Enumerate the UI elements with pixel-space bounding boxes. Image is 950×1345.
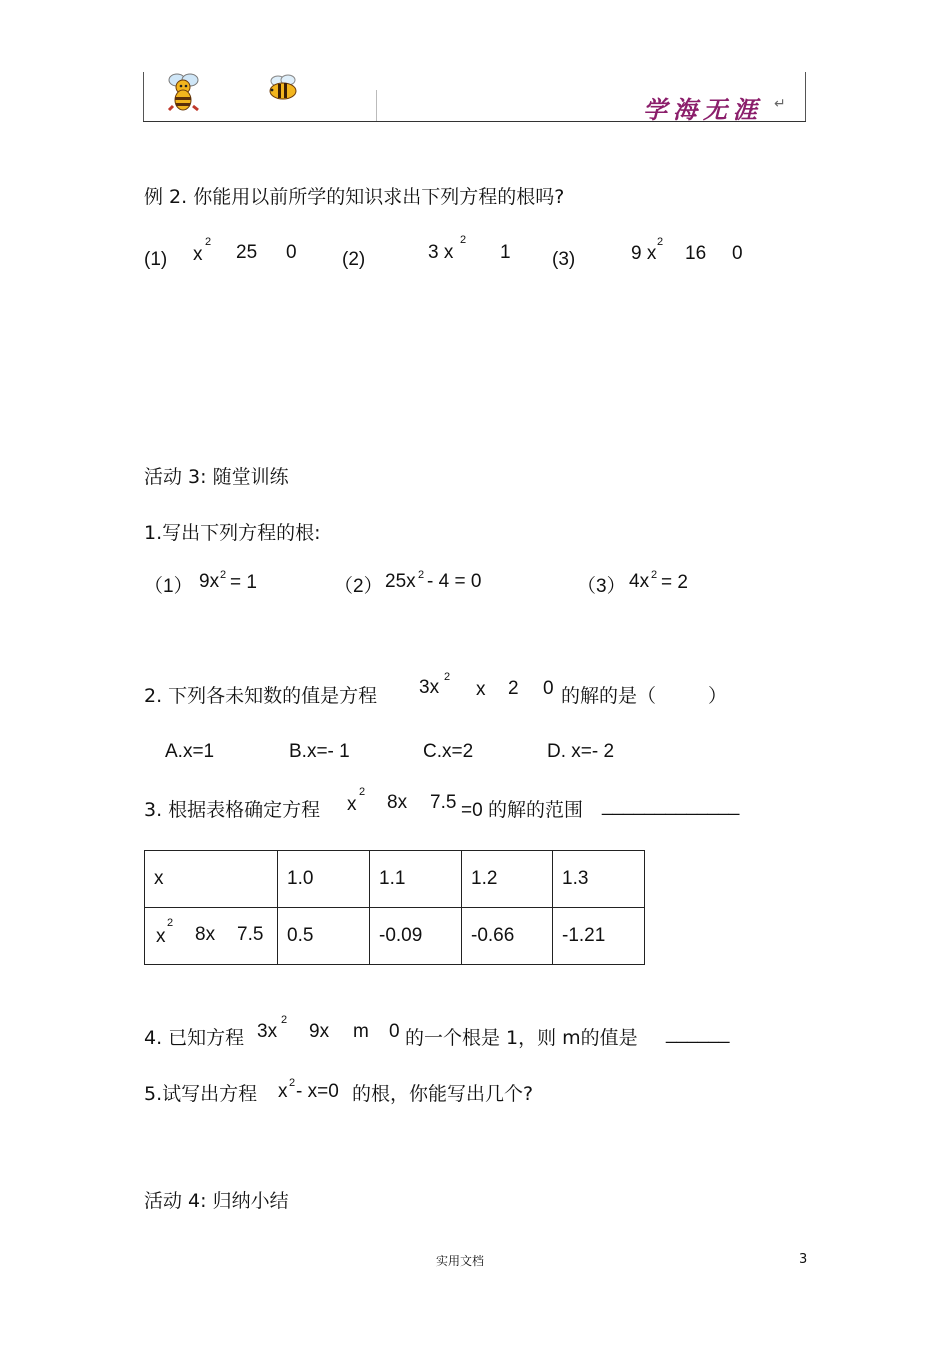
q4-eq-c: m <box>353 1021 369 1042</box>
q1-text: 1.写出下列方程的根: <box>144 522 321 544</box>
q1-p1-label: （1） <box>144 576 193 597</box>
q2-eq-0: 0 <box>543 678 554 699</box>
table-row <box>145 851 645 908</box>
q2-option-b: B.x=- 1 <box>289 741 350 762</box>
table-head-exp: 2 <box>167 917 174 929</box>
q4-eq-b: 9x <box>309 1021 330 1042</box>
q2-eq-x: x <box>476 679 486 700</box>
table-cell: 1.3 <box>553 851 645 908</box>
q1-p3-b: = 2 <box>661 572 688 593</box>
eq2-base: 3 x <box>428 242 454 263</box>
q3-tail: =0 的解的范围 <box>461 800 583 821</box>
q2-eq-2: 2 <box>508 678 519 699</box>
example-2-title: 例 2. 你能用以前所学的知识求出下列方程的根吗? <box>144 186 565 208</box>
q2-text: 2. 下列各未知数的值是方程 <box>144 685 378 707</box>
table-cell: 1.1 <box>370 851 462 908</box>
q5-text: 5.试写出方程 <box>144 1083 258 1105</box>
q4-tail: 的一个根是 1，则 m的值是 <box>405 1027 638 1049</box>
q2-eq-exp: 2 <box>444 671 451 683</box>
q1-p1-b: = 1 <box>230 572 257 593</box>
q2-option-c: C.x=2 <box>423 741 474 762</box>
table-cell: -0.66 <box>462 908 553 965</box>
q4-eq-a: 3x <box>257 1021 278 1042</box>
page-number: 3 <box>799 1252 808 1267</box>
bee-small-icon <box>264 74 302 106</box>
eq3-label: (3) <box>552 249 576 270</box>
eq3-base: 9 x <box>631 243 657 264</box>
footer-label: 实用文档 <box>436 1254 485 1268</box>
bee-mascot-icon <box>163 70 205 116</box>
q5-eq-b: - x=0 <box>296 1081 339 1102</box>
table-row <box>145 908 645 965</box>
table-cell: -0.09 <box>370 908 462 965</box>
value-table <box>144 850 645 965</box>
table-cell: 0.5 <box>278 908 370 965</box>
q3-eq-b: 8x <box>387 792 408 813</box>
q4-eq-0: 0 <box>389 1021 400 1042</box>
q3-eq-a: x <box>347 794 357 815</box>
header-left-border <box>143 72 144 122</box>
table-cell: -1.21 <box>553 908 645 965</box>
q2-close-paren: ） <box>708 685 728 707</box>
q2-option-d: D. x=- 2 <box>547 741 615 762</box>
eq3-exp: 2 <box>657 236 664 248</box>
q4-eq-exp: 2 <box>281 1014 288 1026</box>
q1-p3-exp: 2 <box>651 569 658 581</box>
header-right-border <box>805 72 806 122</box>
activity-4-title: 活动 4: 归纳小结 <box>144 1190 289 1212</box>
q1-p2-exp: 2 <box>418 569 425 581</box>
q5-eq-a: x <box>278 1081 288 1102</box>
q3-text: 3. 根据表格确定方程 <box>144 799 321 821</box>
q5-eq-exp: 2 <box>289 1077 296 1089</box>
activity-3-title: 活动 3: 随堂训练 <box>144 466 289 488</box>
table-head-8x: 8x <box>195 924 216 945</box>
eq2-label: (2) <box>342 249 366 270</box>
eq3-const: 16 <box>685 243 707 264</box>
q4-answer-blank: ______ <box>666 1023 730 1044</box>
table-cell: 1.2 <box>462 851 553 908</box>
table-row-head <box>145 908 278 965</box>
q3-eq-exp: 2 <box>359 786 366 798</box>
table-head-x: x <box>156 926 166 947</box>
q1-p1-a: 9x <box>199 571 220 592</box>
header-mid-divider <box>376 90 377 122</box>
eq1-exp: 2 <box>205 236 212 248</box>
eq2-rhs: 1 <box>500 242 511 263</box>
q5-tail: 的根，你能写出几个? <box>352 1083 534 1105</box>
q2-tail: 的解的是（ <box>561 685 657 707</box>
q2-eq-a: 3x <box>419 677 440 698</box>
q1-p2-a: 25x <box>385 571 416 592</box>
q4-text: 4. 已知方程 <box>144 1027 245 1049</box>
brand-calligraphy: 学海无涯 <box>643 95 763 124</box>
eq1-label: (1) <box>144 249 168 270</box>
q1-p2-label: （2） <box>334 576 383 597</box>
return-mark: ↵ <box>774 96 786 112</box>
eq1-rhs: 0 <box>286 242 297 263</box>
q3-answer-blank: _____________ <box>602 795 740 816</box>
eq3-rhs: 0 <box>732 243 743 264</box>
eq1-const: 25 <box>236 242 258 263</box>
table-cell: 1.0 <box>278 851 370 908</box>
table-head-const: 7.5 <box>237 924 264 945</box>
eq1-base: x <box>193 244 203 265</box>
q1-p2-b: - 4 = 0 <box>427 571 482 592</box>
q1-p1-exp: 2 <box>220 569 227 581</box>
q1-p3-label: （3） <box>577 576 626 597</box>
q2-option-a: A.x=1 <box>165 741 215 762</box>
q3-eq-c: 7.5 <box>430 792 457 813</box>
q1-p3-a: 4x <box>629 571 650 592</box>
eq2-exp: 2 <box>460 234 467 246</box>
table-cell: x <box>145 851 278 908</box>
